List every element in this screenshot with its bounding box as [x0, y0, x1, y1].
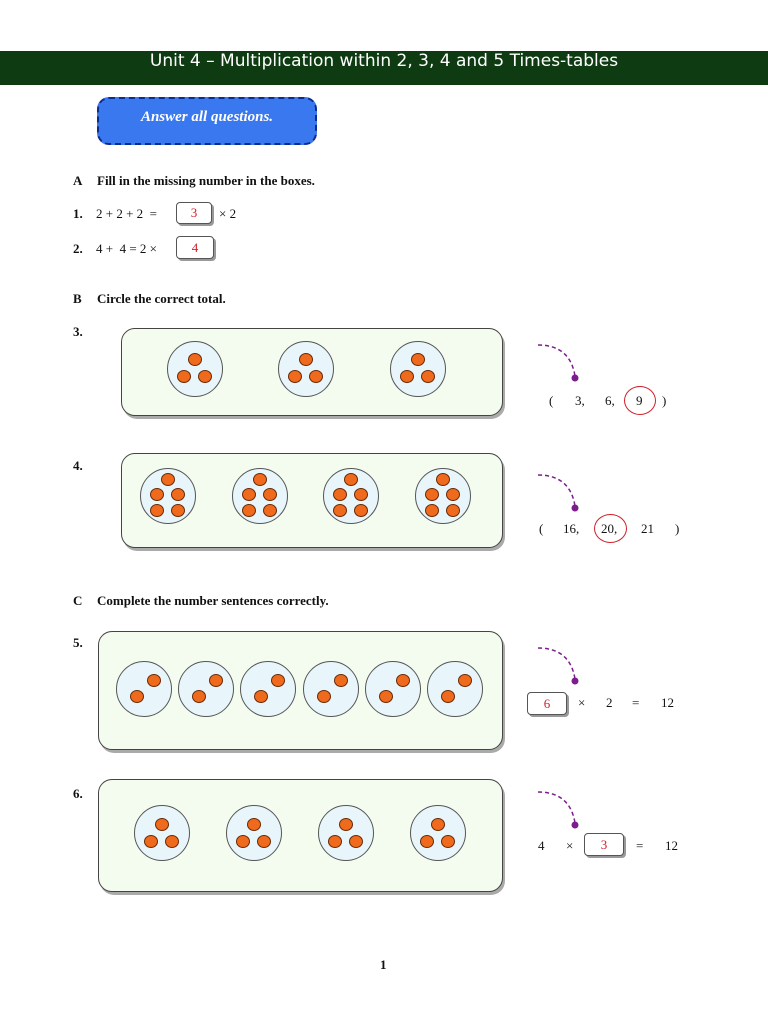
bean [150, 504, 164, 517]
plate [232, 468, 288, 524]
bean [354, 504, 368, 517]
question-5-times: × [578, 695, 586, 710]
bean [400, 370, 414, 383]
bean [339, 818, 353, 831]
plate [390, 341, 446, 397]
bean [247, 818, 261, 831]
plate [410, 805, 466, 861]
question-1-answer-box[interactable]: 3 [176, 202, 212, 224]
plate [365, 661, 421, 717]
question-2-number: 2. [73, 241, 83, 256]
plate [167, 341, 223, 397]
bean [257, 835, 271, 848]
bean [130, 690, 144, 703]
plate [318, 805, 374, 861]
bean [420, 835, 434, 848]
bean [263, 488, 277, 501]
bean [344, 473, 358, 486]
bean [209, 674, 223, 687]
plate [140, 468, 196, 524]
section-a-heading: Fill in the missing number in the boxes. [97, 173, 315, 188]
arrow-icon [535, 643, 585, 688]
question-5-factor: 2 [606, 695, 613, 710]
question-4-number: 4. [73, 458, 83, 473]
question-3-number: 3. [73, 324, 83, 339]
bean [161, 473, 175, 486]
bean [171, 488, 185, 501]
question-3-open-paren: ( [549, 393, 554, 408]
bean [436, 473, 450, 486]
bean [354, 488, 368, 501]
bean [177, 370, 191, 383]
bean [411, 353, 425, 366]
section-c-letter: C [73, 593, 83, 608]
bean [425, 488, 439, 501]
bean [333, 504, 347, 517]
question-4-option-1[interactable]: 16, [563, 521, 580, 536]
arrow-icon [535, 787, 585, 832]
question-6-equals: = [636, 838, 644, 853]
question-5-equals: = [632, 695, 640, 710]
bean [328, 835, 342, 848]
question-6-times: × [566, 838, 574, 853]
bean [253, 473, 267, 486]
bean [171, 504, 185, 517]
question-3-option-3[interactable]: 9 [636, 393, 643, 408]
bean [155, 818, 169, 831]
bean [192, 690, 206, 703]
bean [317, 690, 331, 703]
question-5-answer-box[interactable]: 6 [527, 692, 567, 715]
plate [134, 805, 190, 861]
question-4-option-3[interactable]: 21 [641, 521, 654, 536]
question-1-factor: × 2 [219, 206, 237, 221]
bean [147, 674, 161, 687]
question-6-factor: 4 [538, 838, 545, 853]
arrow-icon [535, 340, 585, 385]
question-2-answer-box[interactable]: 4 [176, 236, 214, 259]
question-3-option-2[interactable]: 6, [605, 393, 615, 408]
question-6-result: 12 [665, 838, 678, 853]
plate [116, 661, 172, 717]
question-6-answer-box[interactable]: 3 [584, 833, 624, 856]
bean [425, 504, 439, 517]
bean [299, 353, 313, 366]
bean [263, 504, 277, 517]
plate [323, 468, 379, 524]
bean [254, 690, 268, 703]
bean [446, 504, 460, 517]
question-6-number: 6. [73, 786, 83, 801]
question-3-close-paren: ) [662, 393, 667, 408]
bean [441, 835, 455, 848]
bean [334, 674, 348, 687]
bean [309, 370, 323, 383]
page-title: Unit 4 – Multiplication within 2, 3, 4 and 5 Times-tables [149, 51, 619, 71]
question-5-result: 12 [661, 695, 674, 710]
bean [242, 488, 256, 501]
instruction-text: Answer all questions. [140, 109, 274, 125]
plate [278, 341, 334, 397]
bean [379, 690, 393, 703]
bean [333, 488, 347, 501]
page-number: 1 [380, 957, 387, 972]
question-4-open-paren: ( [539, 521, 544, 536]
question-4-panel [121, 453, 503, 548]
bean [441, 690, 455, 703]
bean [144, 835, 158, 848]
bean [446, 488, 460, 501]
plate [226, 805, 282, 861]
plate [427, 661, 483, 717]
bean [236, 835, 250, 848]
bean [349, 835, 363, 848]
plate [240, 661, 296, 717]
question-6-panel [98, 779, 503, 892]
plate [303, 661, 359, 717]
bean [421, 370, 435, 383]
section-b-heading: Circle the correct total. [97, 291, 226, 306]
bean [165, 835, 179, 848]
arrow-icon [535, 470, 585, 515]
question-1-expression: 2 + 2 + 2 = [96, 206, 157, 221]
section-c-heading: Complete the number sentences correctly. [97, 593, 329, 608]
question-4-close-paren: ) [675, 521, 680, 536]
section-a-letter: A [73, 173, 83, 188]
question-2-expression: 4 + 4 = 2 × [96, 241, 157, 256]
plate [178, 661, 234, 717]
bean [271, 674, 285, 687]
question-3-panel [121, 328, 503, 416]
question-5-panel [98, 631, 503, 750]
question-3-option-1[interactable]: 3, [575, 393, 585, 408]
bean [242, 504, 256, 517]
plate [415, 468, 471, 524]
bean [431, 818, 445, 831]
bean [288, 370, 302, 383]
section-b-letter: B [73, 291, 82, 306]
bean [396, 674, 410, 687]
bean [150, 488, 164, 501]
question-4-option-2[interactable]: 20, [601, 521, 618, 536]
bean [198, 370, 212, 383]
question-1-number: 1. [73, 206, 83, 221]
question-5-number: 5. [73, 635, 83, 650]
bean [458, 674, 472, 687]
bean [188, 353, 202, 366]
